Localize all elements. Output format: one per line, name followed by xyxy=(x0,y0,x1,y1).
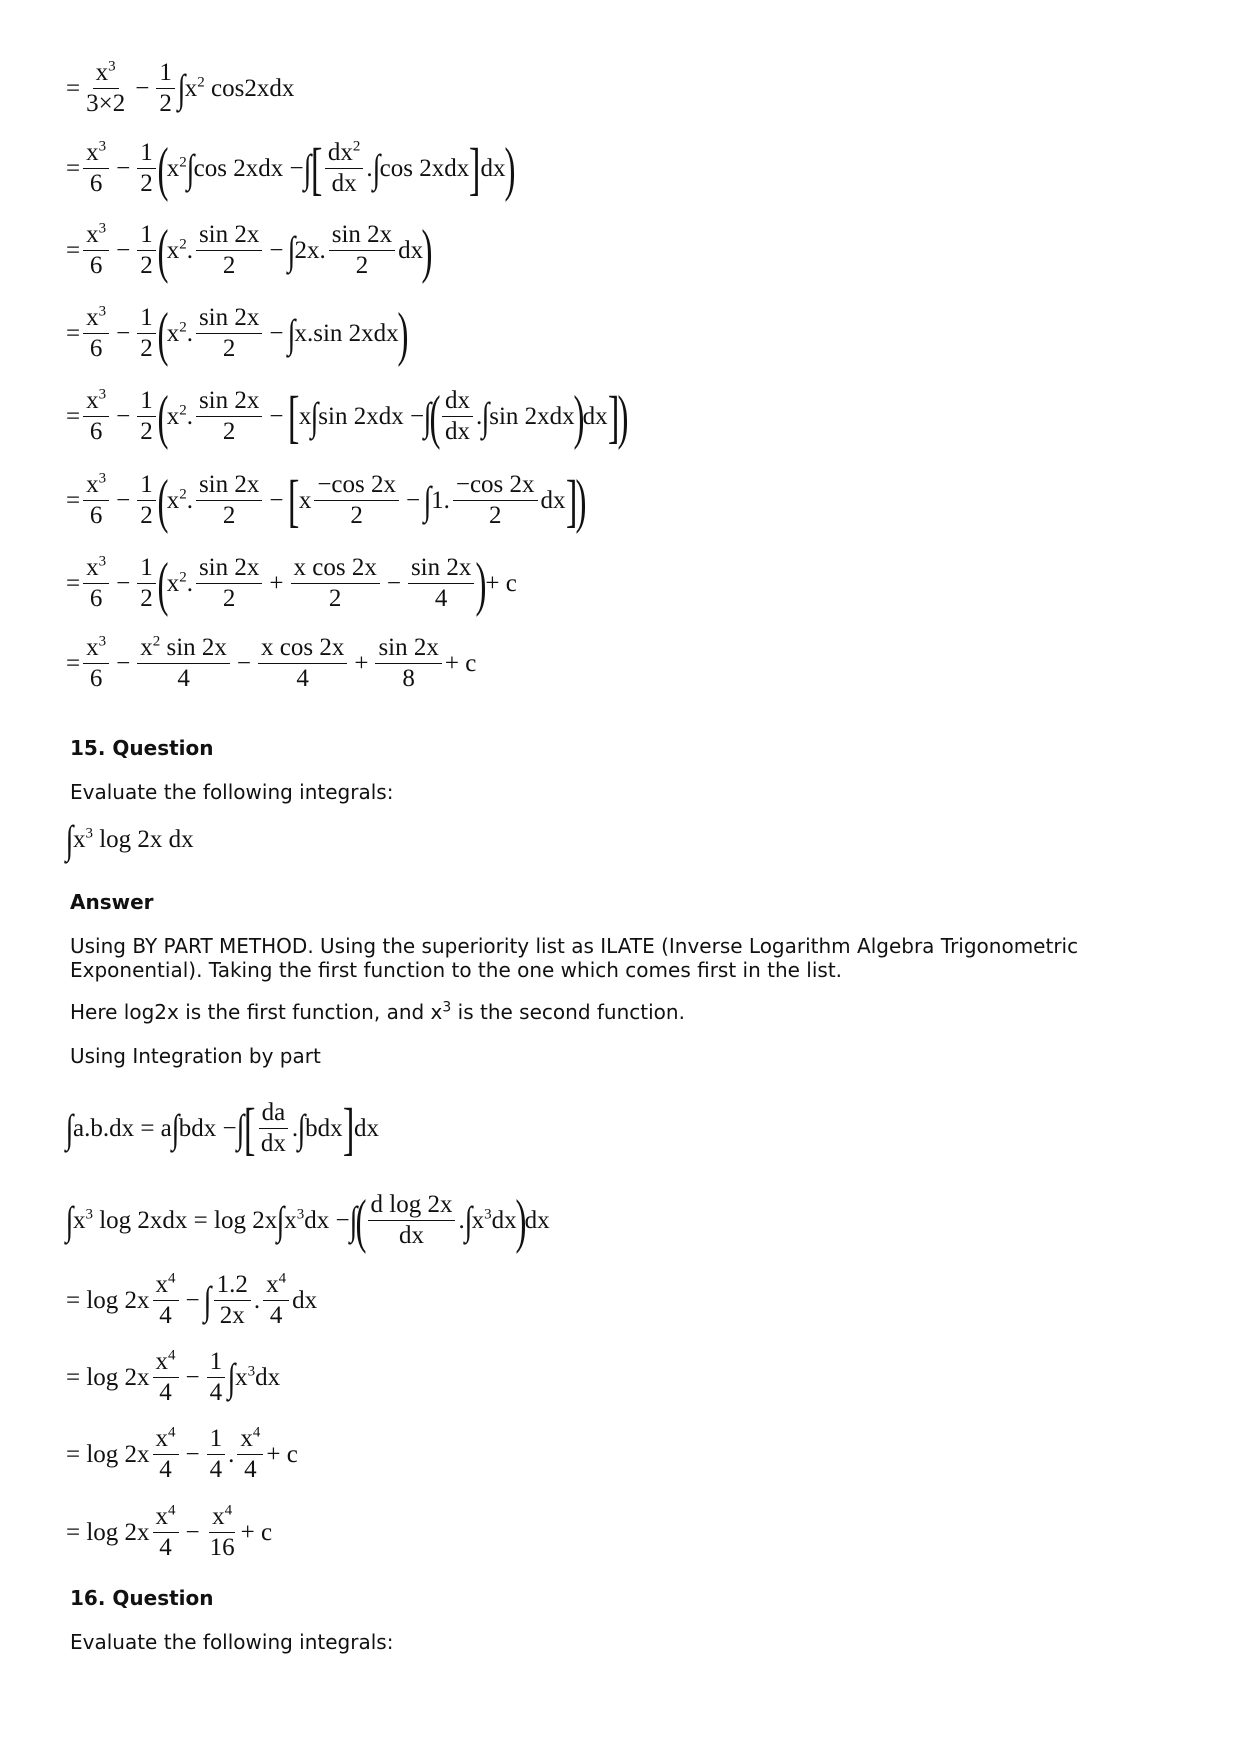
answer-paragraph-by-part: Using Integration by part xyxy=(70,1044,321,1068)
q15-prompt: Evaluate the following integrals: xyxy=(70,780,394,804)
math-line-4: = $\frac{x^3}{6}$ − $\frac{1}{2}$ ( $x^2$. $\frac{\sin 2x}{2}$ − ∫ x.sin 2xdx ) xyxy=(66,300,409,367)
q15-integral: ∫ $x^3$ log 2x dx xyxy=(65,817,194,862)
answer-paragraph-functions: Here log2x is the first function, and $x^3$ is the second function. xyxy=(70,999,685,1024)
q15-step-2: = log 2x $\frac{x^4}{4}$ − ∫ $\frac{1.2}{2x}$ . $\frac{x^4}{4}$ dx xyxy=(66,1270,318,1329)
answer-heading: Answer xyxy=(70,890,154,914)
q15-step-3: = log 2x $\frac{x^4}{4}$ − $\frac{1}{4}$ ∫ $x^3dx$ xyxy=(66,1347,281,1406)
answer-paragraph-ilate: Using BY PART METHOD. Using the superiority list as ILATE (Inverse Logarithm Algebra Trigonometric Exponential). Taking the first function to the one which comes first in the list. xyxy=(70,934,1079,982)
math-line-7: = $\frac{x^3}{6}$ − $\frac{1}{2}$ ( $x^2$. $\frac{\sin 2x}{2}$ + $\frac{\text{x cos 2x}}{2}$ − $\frac{\sin 2x}{4}$ ) + c xyxy=(66,550,517,617)
math-line-3: = $\frac{x^3}{6}$ − $\frac{1}{2}$ ( $x^2$. $\frac{\sin 2x}{2}$ − ∫ 2x. $\frac{\sin 2x}{2}$ dx ) xyxy=(66,217,433,284)
q15-step-4: = log 2x $\frac{x^4}{4}$ − $\frac{1}{4}$ . $\frac{x^4}{4}$ + c xyxy=(66,1424,298,1483)
q16-heading: 16. Question xyxy=(70,1586,214,1610)
math-line-5: = $\frac{x^3}{6}$ − $\frac{1}{2}$ ( $x^2$. $\frac{\sin 2x}{2}$ − [ x ∫ sin 2xdx − ∫ ( $\frac{dx}{dx}$ . ∫ sin 2xdx ) dx ] ) xyxy=(66,383,629,450)
math-line-1: = $\frac{x^3}{3\times 2}$ − $\frac{1}{2}$ ∫ $x^2$ cos2xdx xyxy=(66,58,295,117)
math-line-2: = $\frac{x^3}{6}$ − $\frac{1}{2}$ ( $x^2$ ∫ cos 2xdx − ∫ [ $\frac{dx^2}{dx}$ . ∫ cos 2xdx ] dx ) xyxy=(66,135,516,202)
q15-step-5: = log 2x $\frac{x^4}{4}$ − $\frac{x^4}{16}$ + c xyxy=(66,1502,273,1561)
q16-prompt: Evaluate the following integrals: xyxy=(70,1630,394,1654)
math-line-8: = $\frac{x^3}{6}$ − $\frac{x^2 \sin 2x}{4}$ − $\frac{\text{x cos 2x}}{4}$ + $\frac{\sin 2x}{8}$ + c xyxy=(66,633,477,692)
q15-step-1: ∫ $x^3$ log 2xdx = log 2x ∫ $x^3dx$ − ∫ ( $\frac{\text{d log 2x}}{dx}$ . ∫ $x^3dx$ ) dx xyxy=(65,1187,550,1254)
math-line-6: = $\frac{x^3}{6}$ − $\frac{1}{2}$ ( $x^2$. $\frac{\sin 2x}{2}$ − [ x $\frac{-\cos 2x}{2}$ − ∫ 1. $\frac{-\cos 2x}{2}$ dx ] ) xyxy=(66,467,587,534)
q15-heading: 15. Question xyxy=(70,736,214,760)
by-part-formula: ∫ a.b.dx = a ∫ bdx − ∫ [ $\frac{da}{dx}$ . ∫ bdx ] dx xyxy=(65,1095,379,1161)
